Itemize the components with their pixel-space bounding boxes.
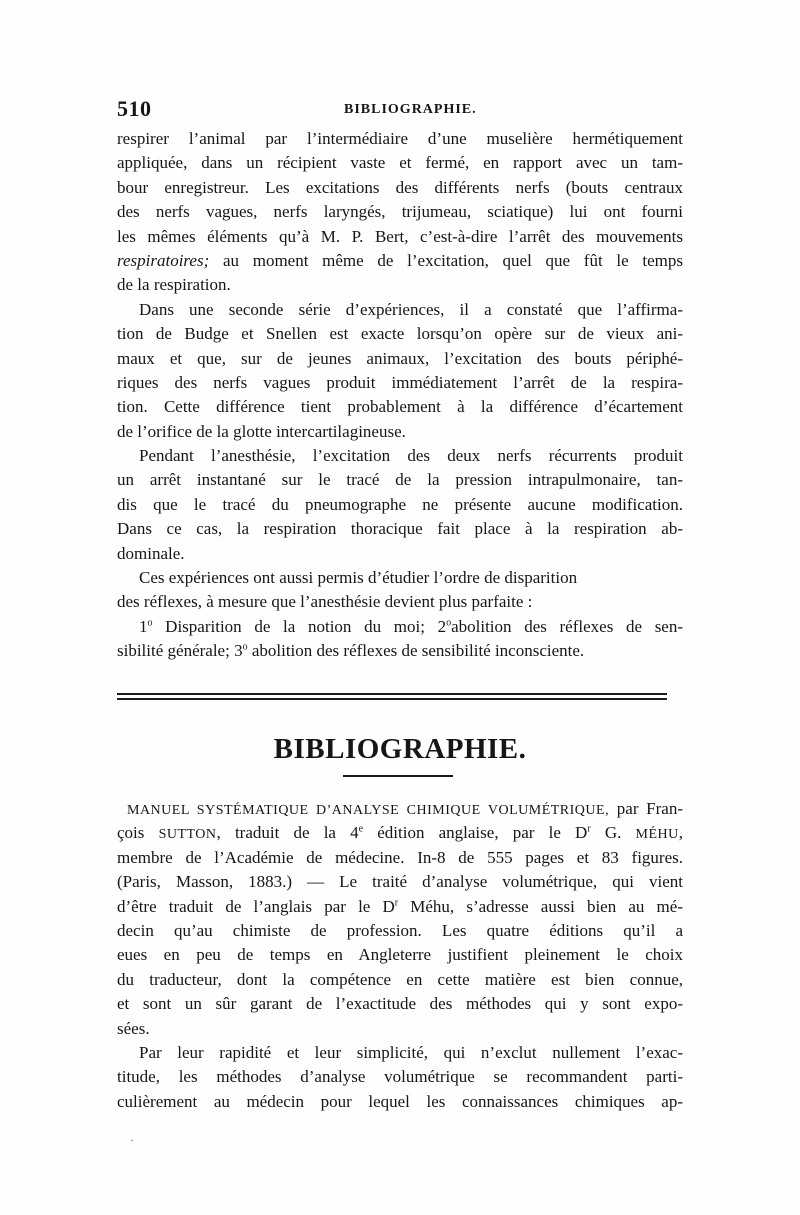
text-fragment: çois <box>117 823 159 843</box>
title-underline <box>343 775 453 777</box>
page-number: 510 <box>117 96 152 121</box>
text-line: des nerfs vagues, nerfs laryngés, trijumeau, sciatique) lui ont fourni <box>117 202 683 222</box>
entry-first-line <box>117 797 683 821</box>
paragraph-start-line: Ces expériences ont aussi permis d’étudier l’ordre de disparition <box>139 568 578 588</box>
text-line: tion de Budge et Snellen est exacte lorsqu’on opère sur de vieux ani- <box>117 324 683 344</box>
text-line: membre de l’Académie de médecine. In-8 de 555 pages et 83 figures. <box>117 847 683 867</box>
text-line: dis que le tracé du pneumographe ne présente aucune modification. <box>117 494 683 514</box>
book-title: MANUEL SYSTÉMATIQUE D’ANALYSE CHIMIQUE VOLUMÉTRIQUE, <box>127 803 610 818</box>
text-line: un arrêt instantané sur le tracé de la pression intrapulmonaire, tan- <box>117 470 683 490</box>
text-fragment: , <box>678 823 683 843</box>
page-header <box>117 96 683 122</box>
list-line <box>117 615 683 639</box>
text-fragment: par Fran- <box>609 799 683 818</box>
text-fragment: abolition des réflexes de sen- <box>451 616 683 636</box>
running-head: BIBLIOGRAPHIE. <box>344 102 477 117</box>
author-name: SUTTON <box>158 827 217 843</box>
text-line: sées. <box>117 1018 150 1038</box>
paragraph-start-line: Par leur rapidité et leur simplicité, qui n’exclut nullement l’exac- <box>139 1042 683 1062</box>
text-fragment: Méhu, s’adresse aussi bien au mé- <box>410 896 683 916</box>
italic-word: respiratoires; <box>117 250 210 270</box>
text-line: appliquée, dans un récipient vaste et fermé, en rapport avec un tam- <box>117 153 683 173</box>
text-line: culièrement au médecin pour lequel les connaissances chimiques ap- <box>117 1091 683 1111</box>
text-line <box>117 895 683 919</box>
item-number: 1 <box>139 616 148 636</box>
text-line: titude, les méthodes d’analyse volumétrique se recommandent parti- <box>117 1067 683 1087</box>
text-line: (Paris, Masson, 1883.) — Le traité d’analyse volumétrique, qui vient <box>117 872 683 892</box>
edition-sup: e <box>358 823 364 835</box>
text-fragment: au moment même de l’excitation, quel que fût le temps <box>222 250 683 270</box>
paragraph-start-line: Pendant l’anesthésie, l’excitation des deux nerfs récurrents produit <box>139 446 683 466</box>
text-line: des réflexes, à mesure que l’anesthésie devient plus parfaite : <box>117 592 533 612</box>
doctor-sup: r <box>587 823 591 835</box>
section-title: BIBLIOGRAPHIE. <box>273 733 527 765</box>
text-line: du traducteur, dont la compétence en cette matière est bien connue, <box>117 969 683 989</box>
text-line: maux et que, sur de jeunes animaux, l’excitation des bouts périphé- <box>117 348 683 368</box>
text-line: de l’orifice de la glotte intercartilagineuse. <box>117 421 406 441</box>
text-line: bour enregistreur. Les excitations des différents nerfs (bouts centraux <box>117 177 683 197</box>
text-line: les mêmes éléments qu’à M. P. Bert, c’est-à-dire l’arrêt des mouvements <box>117 226 683 246</box>
text-fragment: G. <box>590 823 636 843</box>
text-line: riques des nerfs vagues produit immédiatement l’arrêt de la respira- <box>117 372 683 392</box>
text-line: tion. Cette différence tient probablement à la différence d’écartement <box>117 397 683 417</box>
text-line <box>117 821 683 845</box>
text-line: eues en peu de temps en Angleterre justifient pleinement le choix <box>117 945 683 965</box>
text-line: decin qu’au chimiste de profession. Les quatre éditions qu’il a <box>117 920 683 940</box>
footer-mark: · <box>130 1133 134 1147</box>
text-line: et sont un sûr garant de l’exactitude des méthodes qui y sont expo- <box>117 994 683 1014</box>
text-fragment: édition anglaise, par le D <box>363 823 588 843</box>
top-paragraphs <box>117 127 683 664</box>
text-fragment: d’être traduit de l’anglais par le D <box>117 896 395 916</box>
text-line <box>117 639 683 663</box>
doctor-sup: r <box>394 896 399 908</box>
text-fragment: abolition des réflexes de sensibilité inconsciente. <box>251 641 585 661</box>
text-line: Dans ce cas, la respiration thoracique fait place à la respiration ab- <box>117 519 683 539</box>
translator-name: MÉHU <box>635 827 679 843</box>
text-line: de la respiration. <box>117 275 231 295</box>
ordinal-sup: o <box>147 617 153 629</box>
text-fragment: , traduit de la 4 <box>216 823 359 843</box>
section-divider <box>117 693 667 702</box>
text-line <box>117 249 683 273</box>
bibliography-entry <box>117 797 683 1114</box>
ordinal-sup: o <box>242 641 248 653</box>
ordinal-sup: o <box>446 617 452 629</box>
text-fragment: sibilité générale; 3 <box>117 641 243 661</box>
text-line: dominale. <box>117 543 185 563</box>
paragraph-start-line: Dans une seconde série d’expériences, il a constaté que l’affirma- <box>139 299 683 319</box>
text-line: respirer l’animal par l’intermédiaire d’une muselière hermétiquement <box>117 129 683 148</box>
text-fragment: Disparition de la notion du moi; 2 <box>165 616 447 636</box>
